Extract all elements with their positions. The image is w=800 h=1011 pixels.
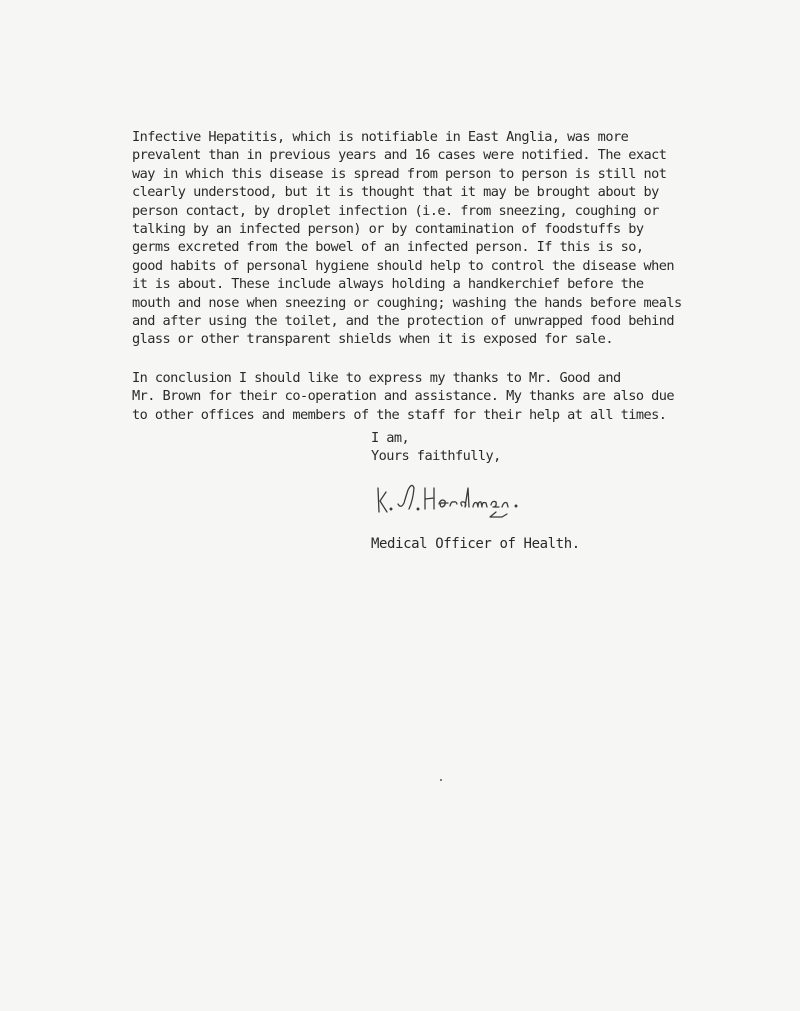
signatory-title: Medical Officer of Health. [371,536,580,552]
text-line: person contact, by droplet infection (i.e. from sneezing, coughing or [132,202,659,219]
text-line: it is about. These include always holding a handkerchief before the [132,276,644,293]
paragraph-conclusion [132,369,692,424]
paragraph-hepatitis [132,128,692,349]
text-line: talking by an infected person) or by contamination of foodstuffs by [132,221,644,238]
text-line: way in which this disease is spread from person to person is still not [132,165,667,182]
text-line: germs excreted from the bowel of an infected person. If this is so, [132,239,644,256]
text-line: to other offices and members of the staff for their help at all times. [132,406,667,423]
closing-i-am: I am, [371,430,410,446]
text-line: mouth and nose when sneezing or coughing; washing the hands before meals [132,294,682,311]
closing-yours-faithfully: Yours faithfully, [371,448,501,464]
paper-speck [440,779,442,781]
text-line: In conclusion I should like to express my thanks to Mr. Good and [132,370,621,386]
handwritten-signature [376,476,636,526]
text-line: clearly understood, but it is thought that it may be brought about by [132,184,659,201]
text-line: prevalent than in previous years and 16 cases were notified. The exact [132,147,667,164]
text-line: Infective Hepatitis, which is notifiable in East Anglia, was more [132,129,629,145]
text-line: glass or other transparent shields when it is exposed for sale. [132,331,613,348]
text-line: and after using the toilet, and the protection of unwrapped food behind [132,313,675,330]
text-line: Mr. Brown for their co-operation and assistance. My thanks are also due [132,388,675,405]
text-line: good habits of personal hygiene should help to control the disease when [132,257,675,274]
